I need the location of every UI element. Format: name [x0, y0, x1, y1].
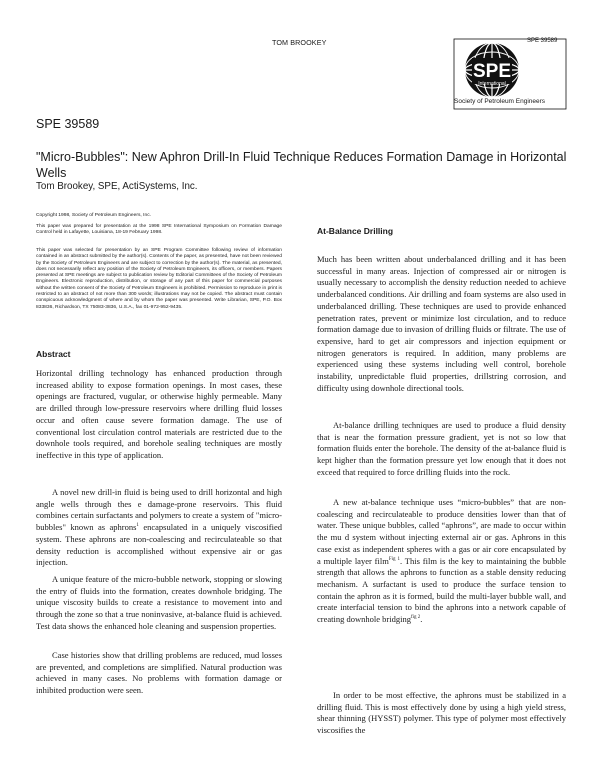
at-balance-paragraph-2-text: At-balance drilling techniques are used to produce a fluid density that is near the formation pressure gradient, yet is not so low that formation fluids enter the borehole. The density of the at-balance fluid is kept higher than the formation pressure yet low enough that it does not exceed that required to force drilling fluids into the rock.	[317, 420, 566, 477]
at-balance-paragraph-4	[317, 690, 566, 737]
abstract-paragraph-4-text: Case histories show that drilling problems are reduced, mud losses are prevented, and completions are simplified. Natural production was achieved in many cases. No problems with formation damage or inhibited production were seen.	[36, 650, 282, 696]
figure-reference-1: Fig 1	[388, 556, 400, 562]
at-balance-paragraph-3-text-b: . This film is the key to maintaining the bubble strength that allows the aphrons to function as a stable density reducing mechanism. A surfactant is used to produce the surface tension to contain the aphron as it is formed, build the multi-layer bubble wall, and create interfacial tension to bind the aphrons into a network capable of creating downhole bridging	[317, 555, 566, 625]
abstract-paragraph-4	[36, 650, 282, 697]
paper-title: "Micro-Bubbles": New Aphron Drill-In Fluid Technique Reduces Formation Damage in Horizontal Wells	[36, 150, 567, 180]
abstract-paragraph-1: Horizontal drilling technology has enhanced production through increased ability to expose formation openings. In most cases, these openings are fractured, vugular, or otherwise highly permeable. Many are drilled through low-pressure reservoirs where drilling fluid losses occur and often cause severe formation damage. The use of conventional lost circulation control materials are restricted due to the downhole tools required, and borehole sealing techniques are mostly ineffective in this type of application.	[36, 368, 282, 460]
copyright-notice: Copyright 1998, Society of Petroleum Engineers, Inc.	[36, 213, 151, 218]
abstract-paragraph-2-text-b: encapsulated in a uniquely viscosified system. These aphrons are non-coalescing and recirculateable so that density reduction is accomplished without expensive air or gas injection.	[36, 522, 282, 568]
paper-number: SPE 39589	[36, 117, 100, 131]
at-balance-paragraph-3-text-a: A new at-balance technique uses “micro-bubbles” that are non-coalescing and recirculateable to produce densities lower than that of water. These unique bubbles, called “aphrons”, are made to occur within the mu d system without injecting external air or gas. Aphrons in this case exist as independent spheres with a gas or air core encapsulated by a multiple layer film	[317, 497, 566, 566]
author-line: Tom Brookey, SPE, ActiSystems, Inc.	[36, 181, 198, 192]
at-balance-paragraph-2	[317, 420, 566, 479]
spe-logo-subtext: International	[478, 81, 506, 87]
selection-notice: This paper was selected for presentation by an SPE Program Committee following review of information contained in an abstract submitted by the author(s). Contents of the paper, as presented, have not been reviewed by the Society of Petroleum Engineers and are subject to correction by the author(s). The material, as presented, does not necessarily reflect any position of the Society of Petroleum Engineers, its officers, or members. Papers presented at SPE meetings are subject to publication review by Editorial Committees of the Society of Petroleum Engineers. Electronic reproduction, distribution, or storage of any part of this paper for commercial purposes without the written consent of the Society of Petroleum Engineers is prohibited. Permission to reproduce in print is restricted to an abstract of not more than 300 words; illustrations may not be copied. The abstract must contain conspicuous acknowledgment of where and by whom the paper was presented. Write Librarian, SPE, P.O. Box 833836, Richardson, TX 75083-3836, U.S.A., fax 01-972-952-9435.	[36, 248, 282, 310]
abstract-paragraph-2	[36, 487, 282, 569]
presentation-notice: This paper was prepared for presentation at the 1998 SPE International Symposium on Formation Damage Control held in Lafayette, Louisiana, 18-19 February 1998.	[36, 224, 282, 236]
at-balance-paragraph-4-text: In order to be most effective, the aphrons must be stabilized in a drilling fluid. This is most effectively done by using a high yield stress, shear thinning (HYSST) polymer. This type of polymer most effectively viscosifies the	[317, 690, 566, 736]
at-balance-paragraph-1: Much has been written about underbalanced drilling and it has been successful in many areas. Injection of compressed air or nitrogen is usually necessary to accomplish the density reduction needed to achieve underbalanced conditions. Air drilling and foam systems are also used in underbalanced drilling. These techniques are used to provide enhanced penetration rates, prevent or minimize lost circulation, and to reduce formation damage due to invasion of drilling fluids or filtrate. The use of expensive, hard to get air compressors and injection equipment or nitrogen generators is required. In addition, many problems are experienced using these systems including well control, borehole instability, unpredictable fluid properties, drillstring corrosion, and difficulty using downhole directional tools.	[317, 254, 566, 393]
running-header-paper-number: SPE 39589	[527, 38, 558, 44]
abstract-paragraph-3-text: A unique feature of the micro-bubble network, stopping or slowing the entry of fluids into the formation, creates downhole bridging. The unique viscosity builds to create a resistance to movement into and through the zone so that a true noninvasive, at-balance fluid is achieved. Test data shows the enhanced hole cleaning and suspension properties.	[36, 574, 282, 631]
at-balance-paragraph-3	[317, 497, 566, 626]
abstract-paragraph-2-text-a: A novel new drill-in fluid is being used to drill horizontal and high angle wells through thes e damage-prone reservoirs. This fluid combines certain surfactants and polymers to create a system of "micro-bubbles" known as aphrons	[36, 487, 282, 533]
at-balance-paragraph-3-text-c: .	[420, 614, 423, 625]
running-header-author: TOM BROOKEY	[272, 38, 327, 47]
spe-logo-wordmark: SPE	[472, 61, 512, 82]
reference-marker: 1	[136, 523, 139, 529]
at-balance-heading: At-Balance Drilling	[317, 226, 394, 236]
society-name: Society of Petroleum Engineers	[454, 98, 546, 105]
figure-reference-2: fig 2	[410, 615, 421, 621]
abstract-heading: Abstract	[36, 349, 71, 359]
abstract-paragraph-3	[36, 574, 282, 633]
